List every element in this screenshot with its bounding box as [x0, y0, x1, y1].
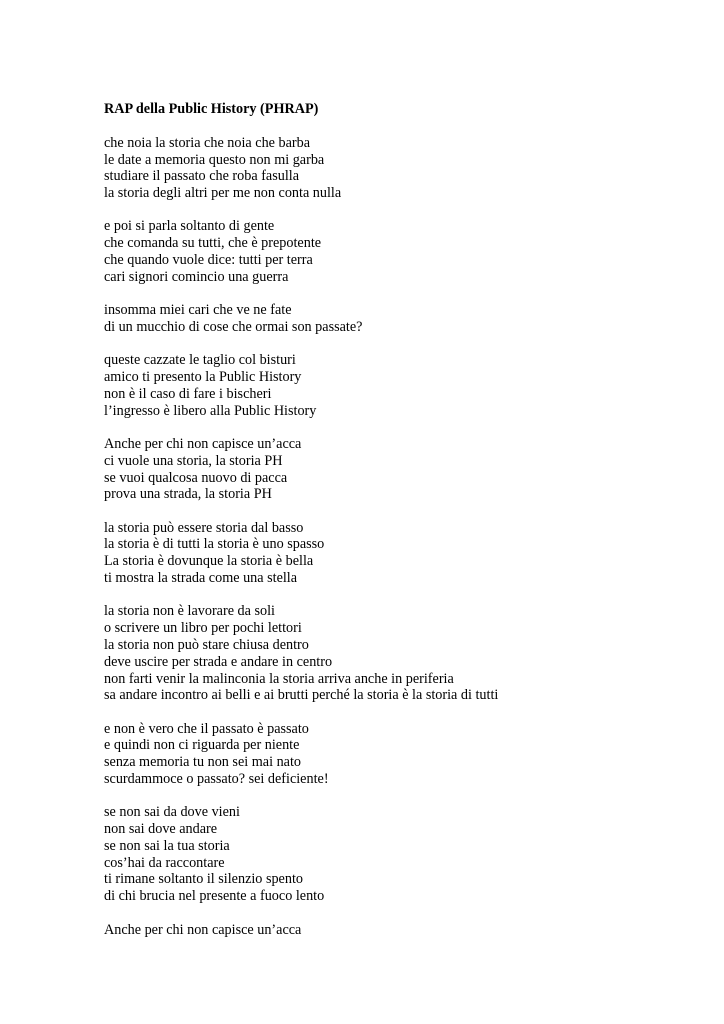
poem-line: La storia è dovunque la storia è bella: [104, 553, 314, 570]
poem-line: che noia la storia che noia che barba: [104, 134, 311, 151]
poem-line: non farti venir la malinconia la storia arriva anche in periferia: [104, 670, 454, 687]
poem-line: che quando vuole dice: tutti per terra: [104, 252, 313, 269]
poem-line: di un mucchio di cose che ormai son passate?: [104, 318, 363, 335]
poem-line: scurdammoce o passato? sei deficiente!: [104, 771, 329, 787]
poem-line: se non sai la tua storia: [104, 837, 230, 854]
poem-stanza: [104, 922, 704, 939]
poem-line: deve uscire per strada e andare in centro: [104, 653, 333, 670]
poem-line: amico ti presento la Public History: [104, 369, 302, 386]
poem-line: ci vuole una storia, la storia PH: [104, 452, 283, 469]
poem-body: [104, 101, 704, 955]
poem-line: e non è vero che il passato è passato: [104, 720, 309, 737]
poem-line: la storia è di tutti la storia è uno spasso: [104, 536, 325, 553]
poem-line: senza memoria tu non sei mai nato: [104, 754, 301, 771]
poem-line: la storia non può stare chiusa dentro: [104, 636, 309, 653]
poem-stanza: [104, 804, 704, 905]
poem-stanza: [104, 603, 704, 704]
poem-line: o scrivere un libro per pochi lettori: [104, 620, 302, 637]
poem-stanza: [104, 135, 704, 202]
poem-line: non sai dove andare: [104, 821, 218, 838]
poem-line: prova una strada, la storia PH: [104, 486, 272, 503]
poem-stanza: [104, 218, 704, 285]
poem-line: queste cazzate le taglio col bisturi: [104, 352, 296, 369]
poem-line: ti rimane soltanto il silenzio spento: [104, 871, 303, 888]
poem-line: Anche per chi non capisce un’acca: [104, 435, 302, 452]
poem-line: cari signori comincio una guerra: [104, 268, 289, 285]
poem-line: e poi si parla soltanto di gente: [104, 218, 275, 235]
poem-line: studiare il passato che roba fasulla: [104, 168, 300, 185]
poem-line: se non sai da dove vieni: [104, 804, 240, 821]
poem-line: e quindi non ci riguarda per niente: [104, 737, 300, 754]
poem-line: la storia non è lavorare da soli: [104, 603, 275, 620]
poem-line: di chi brucia nel presente a fuoco lento: [104, 888, 325, 905]
poem-line: la storia può essere storia dal basso: [104, 519, 304, 536]
poem-line: le date a memoria questo non mi garba: [104, 151, 325, 168]
poem-stanza: [104, 721, 704, 788]
poem-line: cos’hai da raccontare: [104, 854, 225, 871]
poem-line: Anche per chi non capisce un’acca: [104, 921, 302, 938]
poem-line: la storia degli altri per me non conta nulla: [104, 185, 342, 202]
poem-line: se vuoi qualcosa nuovo di pacca: [104, 469, 288, 486]
poem-stanza: [104, 352, 704, 419]
poem-line: sa andare incontro ai belli e ai brutti perché la storia è la storia di tutti: [104, 687, 499, 704]
poem-stanza: [104, 302, 704, 336]
poem-line: non è il caso di fare i bischeri: [104, 385, 272, 402]
poem-stanza: [104, 436, 704, 503]
document-title: RAP della Public History (PHRAP): [104, 101, 319, 117]
poem-line: l’ingresso è libero alla Public History: [104, 402, 317, 419]
poem-stanza: [104, 520, 704, 587]
poem-line: che comanda su tutti, che è prepotente: [104, 235, 322, 252]
poem-line: insomma miei cari che ve ne fate: [104, 302, 292, 319]
poem-line: ti mostra la strada come una stella: [104, 570, 298, 587]
